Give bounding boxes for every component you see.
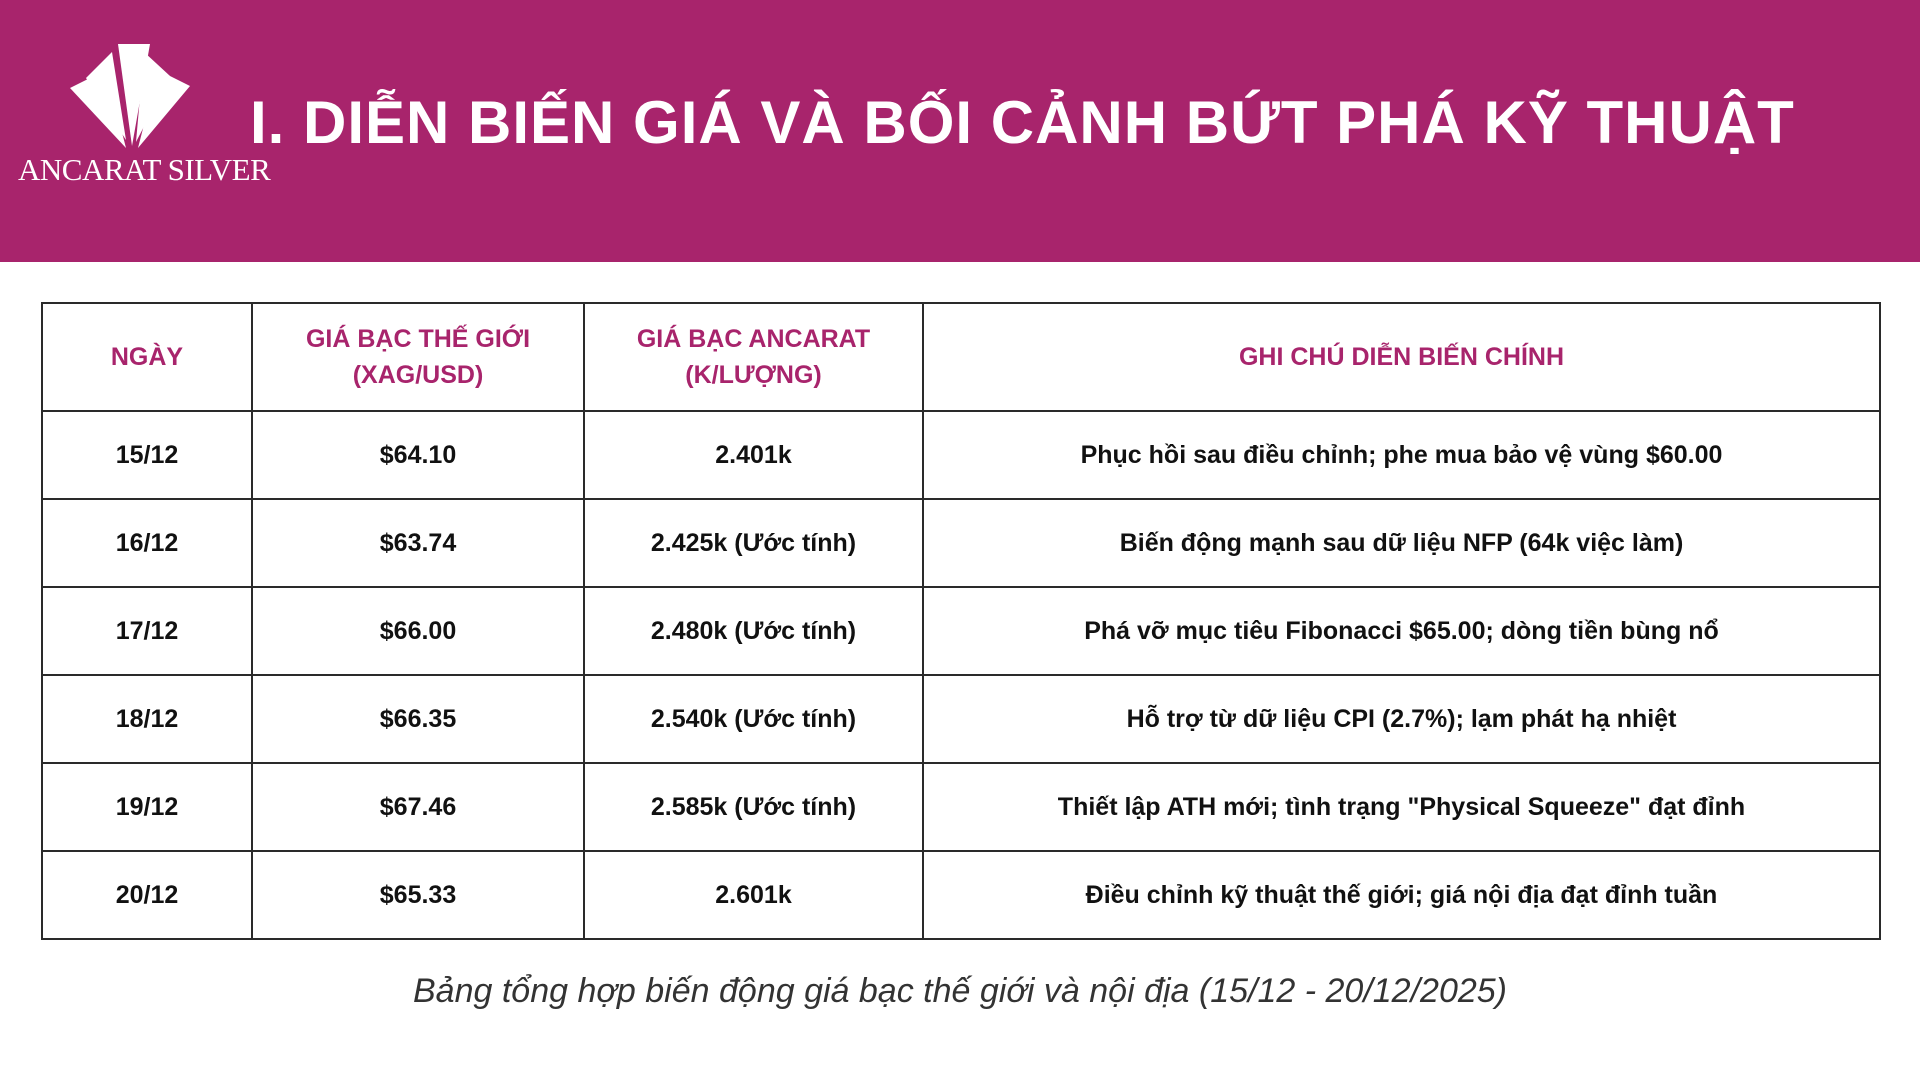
column-header-unit: (XAG/USD) xyxy=(352,361,484,389)
cell-world-price: $66.35 xyxy=(252,675,584,763)
table-row xyxy=(42,763,1880,851)
column-header-ancarat-price xyxy=(584,303,923,411)
cell-note: Phá vỡ mục tiêu Fibonacci $65.00; dòng tiền bùng nổ xyxy=(923,587,1880,675)
cell-date: 15/12 xyxy=(42,411,252,499)
cell-ancarat-price: 2.425k (Ước tính) xyxy=(584,499,923,587)
table-row xyxy=(42,587,1880,675)
cell-ancarat-price: 2.480k (Ước tính) xyxy=(584,587,923,675)
ancarat-diamond-logo-icon xyxy=(66,42,194,152)
cell-ancarat-price: 2.601k xyxy=(584,851,923,939)
cell-date: 18/12 xyxy=(42,675,252,763)
cell-ancarat-price: 2.401k xyxy=(584,411,923,499)
page-title: I. DIỄN BIẾN GIÁ VÀ BỐI CẢNH BỨT PHÁ KỸ THUẬT xyxy=(250,89,1795,156)
table-row xyxy=(42,499,1880,587)
table-row xyxy=(42,411,1880,499)
cell-date: 16/12 xyxy=(42,499,252,587)
cell-note: Thiết lập ATH mới; tình trạng "Physical Squeeze" đạt đỉnh xyxy=(923,763,1880,851)
cell-world-price: $64.10 xyxy=(252,411,584,499)
cell-note: Điều chỉnh kỹ thuật thế giới; giá nội địa đạt đỉnh tuần xyxy=(923,851,1880,939)
header-banner xyxy=(0,0,1920,262)
brand-logo xyxy=(18,38,271,198)
cell-world-price: $67.46 xyxy=(252,763,584,851)
column-header-notes xyxy=(923,303,1880,411)
column-header-line: GIÁ BẠC THẾ GIỚI xyxy=(305,325,531,353)
cell-note: Phục hồi sau điều chỉnh; phe mua bảo vệ vùng $60.00 xyxy=(923,411,1880,499)
cell-date: 20/12 xyxy=(42,851,252,939)
column-header-date xyxy=(42,303,252,411)
cell-note: Hỗ trợ từ dữ liệu CPI (2.7%); lạm phát hạ nhiệt xyxy=(923,675,1880,763)
column-header-line: GHI CHÚ DIỄN BIẾN CHÍNH xyxy=(1238,343,1564,371)
table-header-row xyxy=(42,303,1880,411)
column-header-unit: (K/LƯỢNG) xyxy=(685,361,822,389)
column-header-world-price xyxy=(252,303,584,411)
cell-note: Biến động mạnh sau dữ liệu NFP (64k việc làm) xyxy=(923,499,1880,587)
cell-world-price: $63.74 xyxy=(252,499,584,587)
cell-ancarat-price: 2.540k (Ước tính) xyxy=(584,675,923,763)
brand-name: ANCARAT SILVER xyxy=(18,152,271,187)
column-header-line: NGÀY xyxy=(110,343,184,371)
cell-world-price: $65.33 xyxy=(252,851,584,939)
cell-ancarat-price: 2.585k (Ước tính) xyxy=(584,763,923,851)
table-row xyxy=(42,851,1880,939)
price-table xyxy=(41,302,1881,940)
table-row xyxy=(42,675,1880,763)
column-header-line: GIÁ BẠC ANCARAT xyxy=(636,325,871,353)
cell-date: 19/12 xyxy=(42,763,252,851)
cell-date: 17/12 xyxy=(42,587,252,675)
cell-world-price: $66.00 xyxy=(252,587,584,675)
table-caption: Bảng tổng hợp biến động giá bạc thế giới và nội địa (15/12 - 20/12/2025) xyxy=(412,972,1507,1010)
